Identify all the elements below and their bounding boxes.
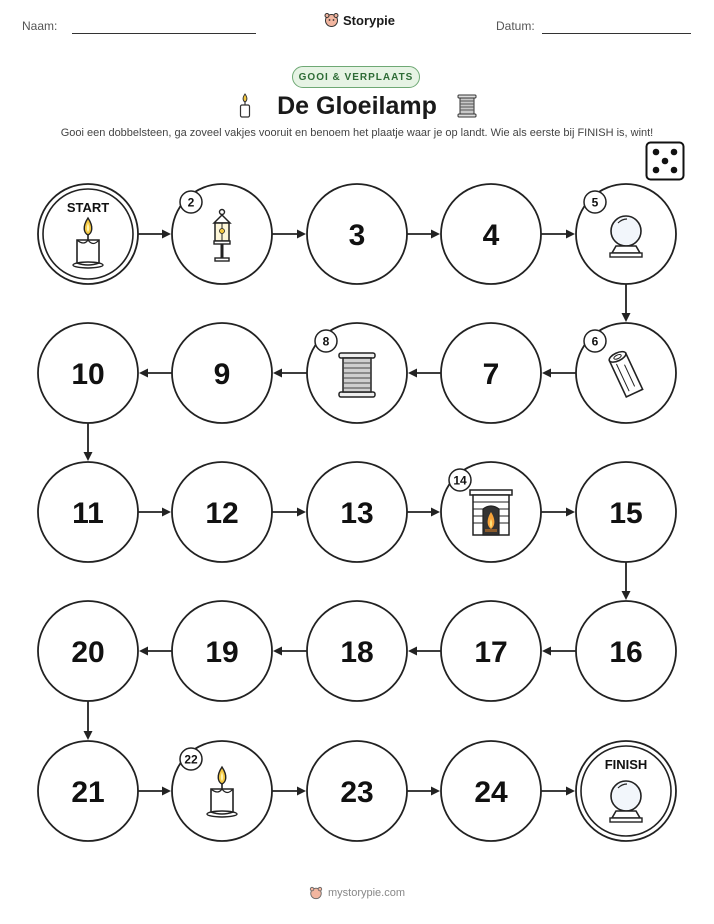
path-arrow (408, 647, 441, 656)
space-number-badge: 8 (322, 334, 330, 349)
path-arrow (408, 369, 441, 378)
space-number: 9 (213, 358, 231, 391)
board-space-18 (307, 601, 407, 701)
fireplace-icon (470, 490, 512, 535)
path-arrow (541, 230, 575, 239)
path-arrow (272, 508, 306, 517)
path-arrow (272, 230, 306, 239)
footer (0, 886, 714, 900)
board-space-5 (576, 184, 676, 284)
space-number: 17 (474, 636, 508, 669)
space-number: 24 (474, 776, 508, 809)
space-number: 19 (205, 636, 239, 669)
space-number: 13 (340, 497, 374, 530)
instructions: Gooi een dobbelsteen, ga zoveel vakjes vooruit en benoem het plaatje waar je op landt. Wie als eerste bij FINISH is, wint! (60, 127, 654, 139)
board-space-8 (307, 323, 407, 423)
board-space-9 (172, 323, 272, 423)
path-arrow (273, 647, 307, 656)
board-space-1 (38, 184, 138, 284)
space-number: 21 (71, 776, 105, 809)
path-arrow (84, 701, 93, 740)
board-space-2 (172, 184, 272, 284)
path-arrow (542, 369, 576, 378)
crystal-ball-icon (610, 781, 642, 822)
start-label: START (66, 200, 110, 215)
board-space-3 (307, 184, 407, 284)
board-space-21 (38, 741, 138, 841)
brand-name: Storypie (343, 12, 396, 28)
path-arrow (138, 230, 171, 239)
board-space-7 (441, 323, 541, 423)
board-space-11 (38, 462, 138, 562)
space-number: 15 (609, 497, 643, 530)
board-space-22 (172, 741, 272, 841)
space-number: 7 (482, 358, 500, 391)
board-space-13 (307, 462, 407, 562)
footer-url: mystorypie.com (327, 887, 406, 899)
space-number: 20 (71, 636, 105, 669)
space-number: 16 (609, 636, 643, 669)
path-arrow (542, 647, 576, 656)
spool-icon (339, 353, 375, 397)
space-number: 3 (348, 219, 366, 252)
space-number-badge: 5 (591, 195, 599, 210)
page-title: De Gloeilamp (277, 92, 437, 120)
space-number: 10 (71, 358, 105, 391)
space-number-badge: 2 (187, 195, 195, 210)
space-number: 12 (205, 497, 239, 530)
board-space-4 (441, 184, 541, 284)
path-arrow (138, 508, 171, 517)
board-space-23 (307, 741, 407, 841)
path-arrow (407, 787, 440, 796)
board-space-17 (441, 601, 541, 701)
space-number-badge: 14 (453, 473, 467, 488)
path-arrow (622, 284, 631, 322)
path-arrow (407, 508, 440, 517)
name-label: Naam: (22, 19, 58, 33)
path-arrow (622, 562, 631, 600)
space-number: 23 (340, 776, 374, 809)
date-label: Datum: (496, 19, 535, 33)
board-space-16 (576, 601, 676, 701)
path-arrow (139, 369, 172, 378)
board-space-20 (38, 601, 138, 701)
space-number: 11 (72, 497, 104, 530)
space-number-badge: 6 (591, 334, 599, 349)
path-arrow (272, 787, 306, 796)
board-space-25 (576, 741, 676, 841)
board-space-14 (441, 462, 541, 562)
path-arrow (407, 230, 440, 239)
space-number: 18 (340, 636, 374, 669)
board-space-24 (441, 741, 541, 841)
path-arrow (541, 787, 575, 796)
path-arrow (138, 787, 171, 796)
finish-label: FINISH (604, 757, 648, 772)
path-arrow (273, 369, 307, 378)
path-arrow (139, 647, 172, 656)
space-number-badge: 22 (184, 752, 198, 767)
board-space-10 (38, 323, 138, 423)
storypie-mascot-icon (309, 886, 323, 900)
board-space-6 (576, 323, 676, 423)
path-arrow (541, 508, 575, 517)
path-arrow (84, 423, 93, 461)
game-type-badge: GOOI & VERPLAATS (292, 66, 420, 88)
space-number: 4 (482, 219, 500, 252)
board-space-19 (172, 601, 272, 701)
crystal-ball-icon (610, 216, 642, 257)
board-space-12 (172, 462, 272, 562)
board-space-15 (576, 462, 676, 562)
